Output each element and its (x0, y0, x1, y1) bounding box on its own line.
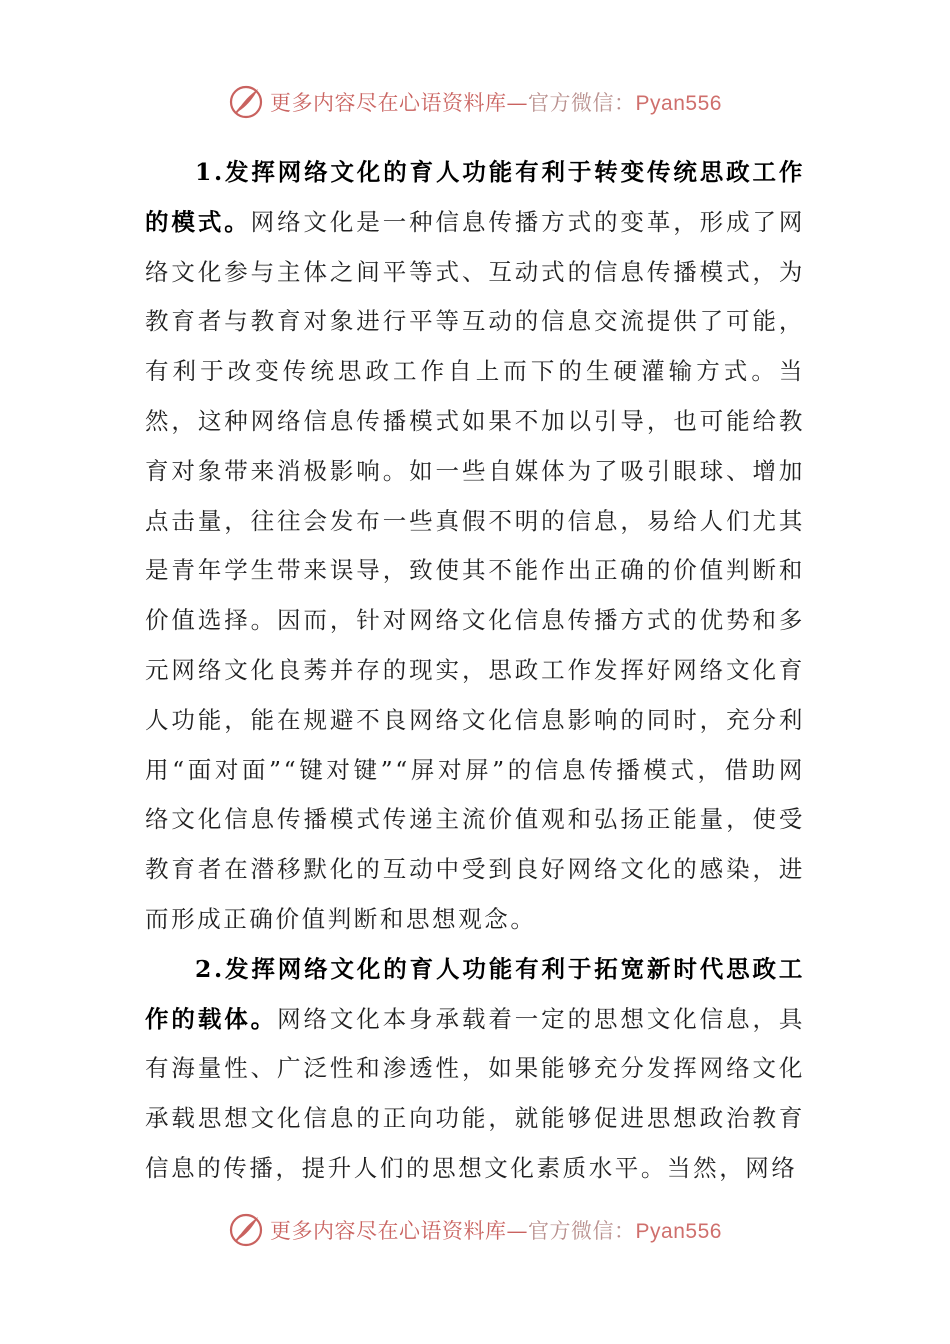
paragraph-1-lead: 1.发挥网络文化的育人功能有利于转变传统思政工作的模式。 (145, 158, 805, 236)
dash: — (506, 1219, 529, 1243)
brand-text: 更多内容尽在心语资料库 (270, 91, 507, 115)
paragraph-2-lead: 2.发挥网络文化的育人功能有利于拓宽新时代思政工作的载体。 (145, 954, 805, 1033)
wechat-label: 官方微信： (528, 1219, 636, 1243)
paragraph-2-body: 网络文化本身承载着一定的思想文化信息，具有海量性、广泛性和渗透性，如果能够充分发挥网络文化承载思想文化信息的正向功能，就能够促进思想政治教育信息的传播，提升人们的思想文化素质水平。当然，网络 (145, 1004, 805, 1182)
dash: — (506, 91, 529, 115)
banner-text (270, 87, 722, 117)
brand-text: 更多内容尽在心语资料库 (270, 1219, 507, 1243)
quill-pen-icon (228, 84, 264, 120)
wechat-label: 官方微信： (528, 91, 636, 115)
footer-banner (0, 1208, 950, 1252)
wechat-id: Pyan556 (635, 92, 722, 115)
paragraph-1-body: 网络文化是一种信息传播方式的变革，形成了网络文化参与主体之间平等式、互动式的信息传播模式，为教育者与教育对象进行平等互动的信息交流提供了可能，有利于改变传统思政工作自上而下的生硬灌输方式。当然，这种网络信息传播模式如果不加以引导，也可能给教育对象带来消极影响。如一些自媒体为了吸引眼球、增加点击量，往往会发布一些真假不明的信息，易给人们尤其是青年学生带来误导，致使其不能作出正确的价值判断和价值选择。因而，针对网络文化信息传播方式的优势和多元网络文化良莠并存的现实，思政工作发挥好网络文化育人功能，能在规避不良网络文化信息影响的同时，充分利用“面对面”“键对键”“屏对屏”的信息传播模式，借助网络文化信息传播模式传递主流价值观和弘扬正能量，使受教育者在潜移默化的互动中受到良好网络文化的感染，进而形成正确价值判断和思想观念。 (145, 207, 805, 933)
wechat-id: Pyan556 (635, 1220, 722, 1243)
header-banner (0, 80, 950, 124)
document-body (145, 148, 805, 1194)
quill-pen-icon (228, 1212, 264, 1248)
paragraph-2 (145, 945, 805, 1194)
paragraph-1 (145, 148, 805, 945)
banner-text (270, 1215, 722, 1245)
